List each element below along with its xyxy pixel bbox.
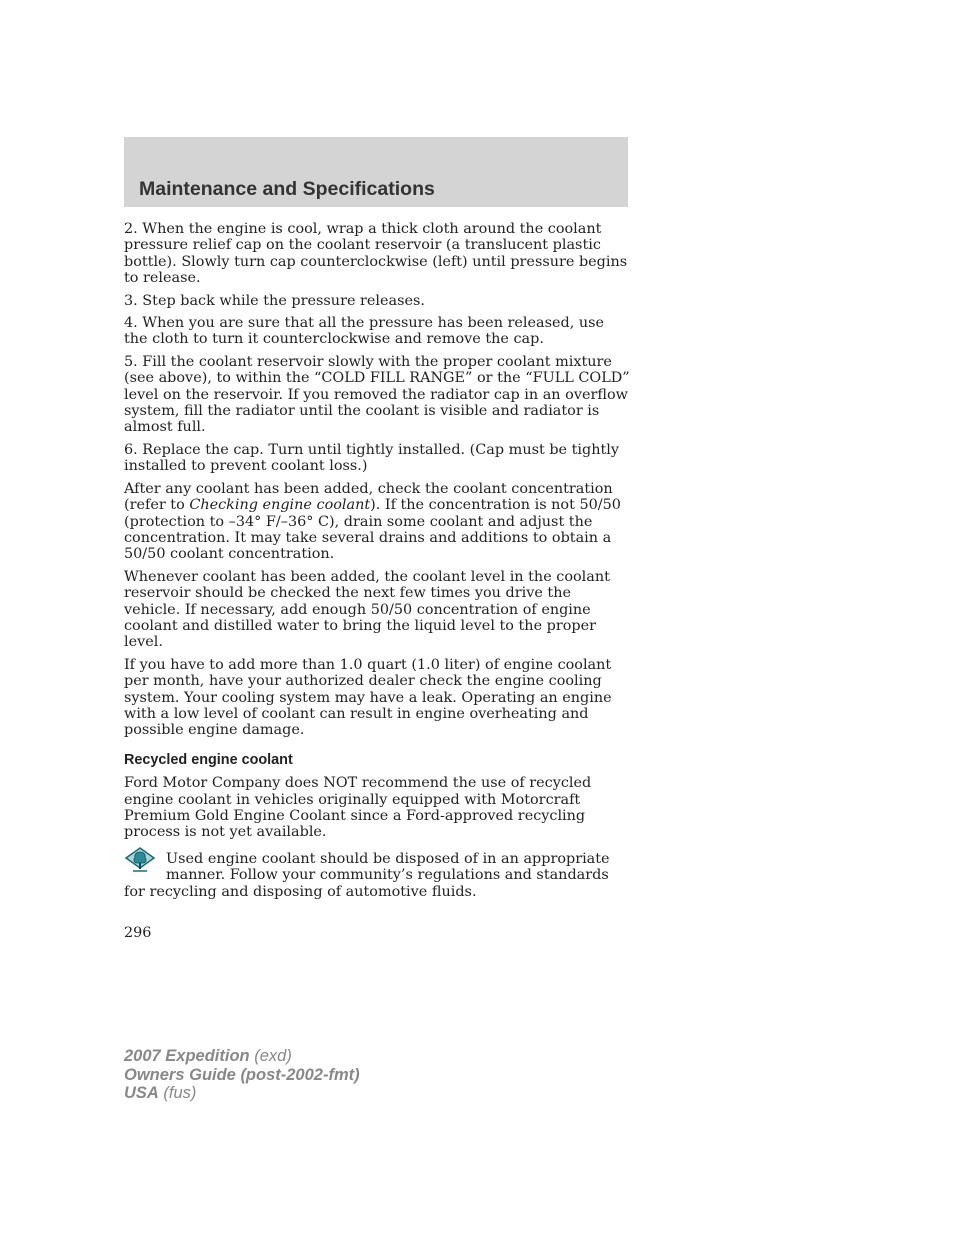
recycle-tree-icon bbox=[124, 847, 156, 875]
cross-reference: Checking engine coolant bbox=[189, 497, 371, 514]
step-3: 3. Step back while the pressure releases. bbox=[124, 292, 425, 309]
page-content bbox=[124, 221, 630, 900]
section-header bbox=[124, 137, 628, 207]
step-5: 5. Fill the coolant reservoir slowly with the proper coolant mixture (see above), to within the “COLD FILL RANGE” or the “FULL COLD” level on the reservoir. If you removed the radiator cap in an overflow system, fill the radiator until the coolant is visible and radiator is almost full. bbox=[124, 353, 630, 436]
step-4: 4. When you are sure that all the pressure has been released, use the cloth to turn it counterclockwise and remove the cap. bbox=[124, 315, 605, 348]
footer-line-1: 2007 Expedition (exd) bbox=[124, 1047, 292, 1065]
step-2: 2. When the engine is cool, wrap a thick cloth around the coolant pressure relief cap on the coolant reservoir (a translucent plastic bottle). Slowly turn cap counterclockwise (left) until pressure begins to release. bbox=[124, 221, 628, 287]
footer-line-3: USA (fus) bbox=[124, 1084, 197, 1102]
environment-note-text: Used engine coolant should be disposed of in an appropriate manner. Follow your community’s regulations and standards for recycling and disposing of automotive fluids. bbox=[124, 850, 610, 900]
coolant-level-paragraph: Whenever coolant has been added, the coolant level in the coolant reservoir should be checked the next few times you drive the vehicle. If necessary, add enough 50/50 concentration of engine coolant and distilled water to bring the liquid level to the proper level. bbox=[124, 568, 610, 651]
step-6: 6. Replace the cap. Turn until tightly installed. (Cap must be tightly installed to prevent coolant loss.) bbox=[124, 441, 620, 475]
concentration-paragraph: After any coolant has been added, check the coolant concentration (refer to Checking engine coolant). If the concentration is not 50/50 (protection to –34° F/–36° C), drain some coolant and adjust the concentration. It may take several drains and additions to obtain a 50/50 coolant concentration. bbox=[124, 480, 621, 563]
environment-note bbox=[124, 851, 630, 900]
leak-paragraph: If you have to add more than 1.0 quart (1.0 liter) of engine coolant per month, have your authorized dealer check the engine cooling system. Your cooling system may have a leak. Operating an engine with a low level of coolant can result in engine overheating and possible engine damage. bbox=[124, 656, 612, 739]
recycled-heading: Recycled engine coolant bbox=[124, 751, 293, 768]
recycled-paragraph: Ford Motor Company does NOT recommend the use of recycled engine coolant in vehicles originally equipped with Motorcraft Premium Gold Engine Coolant since a Ford-approved recycling process is not yet available. bbox=[124, 775, 592, 841]
section-title: Maintenance and Specifications bbox=[139, 178, 435, 200]
page-number: 296 bbox=[124, 925, 152, 941]
footer-line-2: Owners Guide (post-2002-fmt) bbox=[124, 1065, 360, 1084]
footer bbox=[124, 1047, 360, 1103]
